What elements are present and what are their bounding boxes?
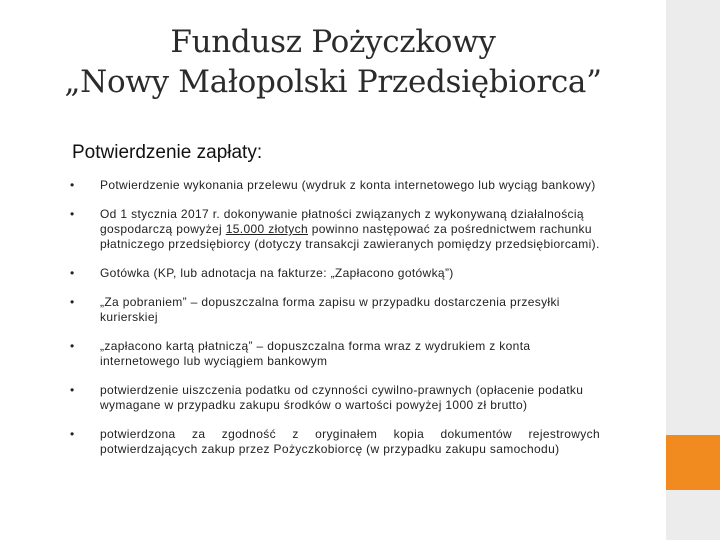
bullet-icon: • xyxy=(70,427,75,441)
bullet-icon: • xyxy=(70,266,75,280)
title-line-2: „Nowy Małopolski Przedsiębiorca” xyxy=(64,64,602,100)
list-item-text-cont: powinno następować za pośrednictwem rachunku płatniczego przedsiębiorcy (dotyczy transakcji zawieranych pomiędzy przedsiębiorcami). xyxy=(100,222,600,251)
list-item-text: Gotówka (KP, lub adnotacja na fakturze: „Zapłacono gotówką”) xyxy=(100,266,454,280)
bullet-icon: • xyxy=(70,295,75,309)
slide-subtitle: Potwierdzenie zapłaty: xyxy=(72,142,263,163)
list-item xyxy=(70,383,600,413)
slide-title xyxy=(0,22,666,102)
underlined-amount: 15.000 złotych xyxy=(225,222,309,236)
title-line-1: Fundusz Pożyczkowy xyxy=(170,24,496,60)
list-item-text: potwierdzona za zgodność z oryginałem kopia dokumentów rejestrowych potwierdzających zakup przez Pożyczkobiorcę (w przypadku zakupu samochodu) xyxy=(100,427,600,456)
bullet-icon: • xyxy=(70,339,75,353)
list-item-text: potwierdzenie uiszczenia podatku od czynności cywilno-prawnych (opłacenie podatku wymagane w przypadku zakupu środków o wartości powyżej 1000 zł brutto) xyxy=(100,383,584,412)
list-item-text: Potwierdzenie wykonania przelewu (wydruk z konta internetowego lub wyciąg bankowy) xyxy=(100,178,596,192)
bullet-icon: • xyxy=(70,207,75,221)
list-item xyxy=(70,427,600,457)
list-item xyxy=(70,178,600,193)
list-item-text: „Za pobraniem” – dopuszczalna forma zapisu w przypadku dostarczenia przesyłki kurierskiej xyxy=(100,295,560,324)
list-item-text: „zapłacono kartą płatniczą” – dopuszczalna forma wraz z wydrukiem z konta internetowego lub wyciągiem bankowym xyxy=(100,339,531,368)
accent-block xyxy=(666,435,720,490)
list-item xyxy=(70,266,600,281)
bullet-icon: • xyxy=(70,178,75,192)
list-item xyxy=(70,295,600,325)
list-item xyxy=(70,339,600,369)
bullet-icon: • xyxy=(70,383,75,397)
bullet-list xyxy=(70,178,600,471)
list-item-text: Od 1 stycznia 2017 r. dokonywanie płatności związanych z wykonywaną działalnością gospodarczą powyżej xyxy=(100,207,584,236)
list-item xyxy=(70,207,600,252)
